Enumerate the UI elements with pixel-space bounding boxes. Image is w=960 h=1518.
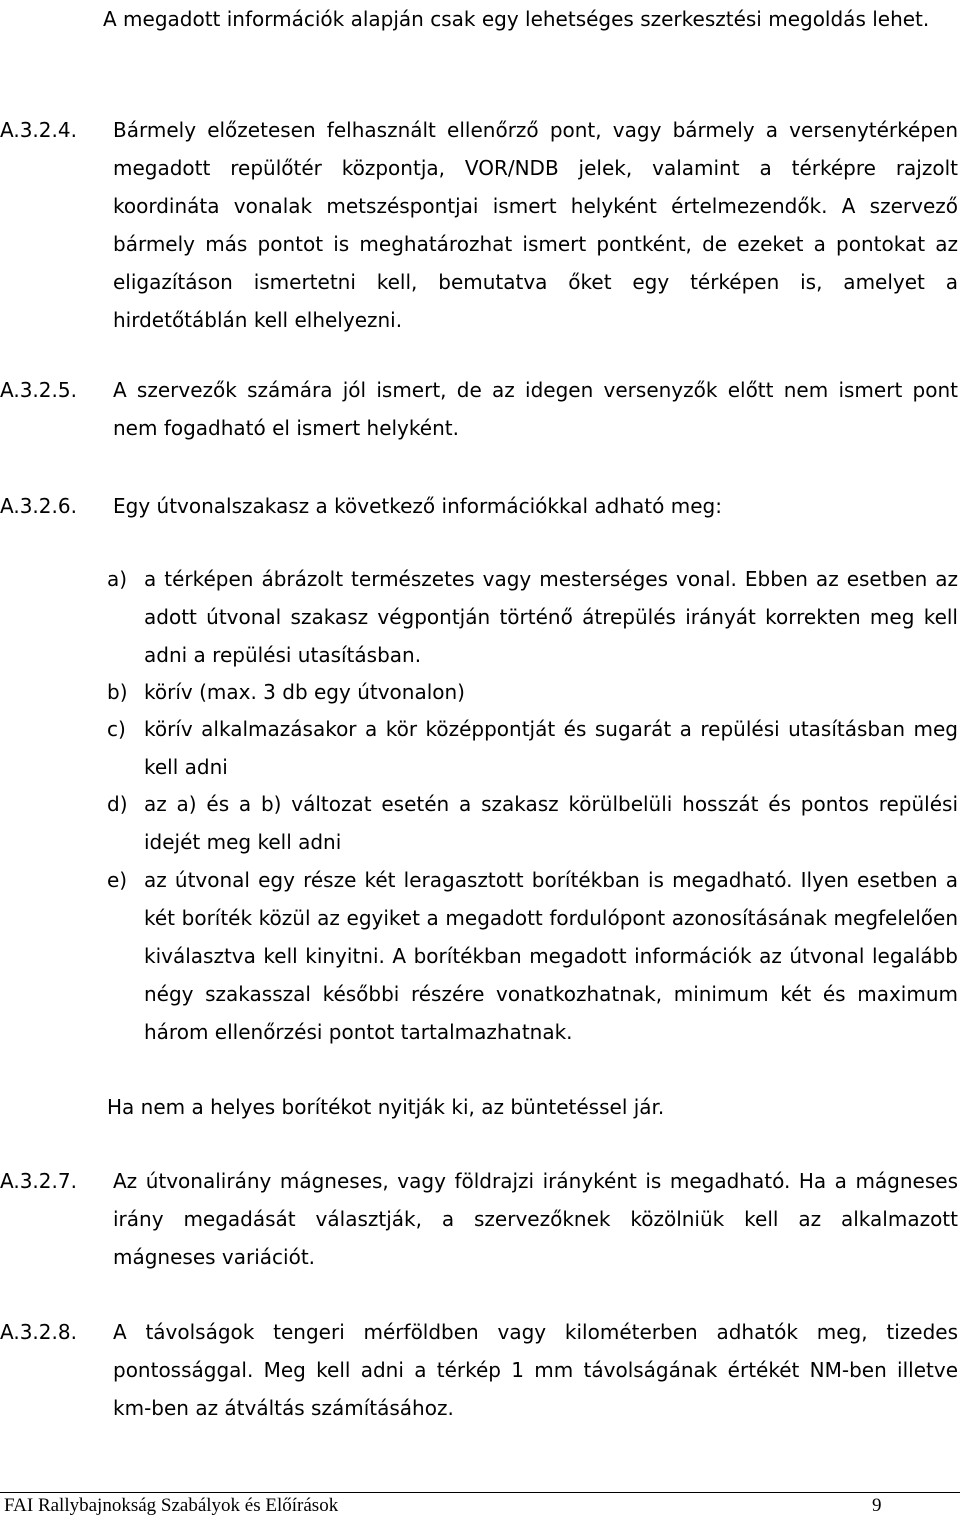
section-text: Az útvonalirány mágneses, vagy földrajzi irányként is megadható. Ha a mágneses irány megadását választják, a szervezőknek közölniük kell az alkalmazott mágneses variációt.: [113, 1169, 958, 1269]
list-item-text: az a) és a b) változat esetén a szakasz körülbelüli hosszát és pontos repülési idejét meg kell adni: [144, 792, 958, 854]
section-number: A.3.2.4.: [0, 118, 77, 142]
intro-paragraph: A megadott információk alapján csak egy lehetséges szerkesztési megoldás lehet.: [103, 7, 930, 31]
page-number: 9: [872, 1495, 882, 1516]
penalty-note: Ha nem a helyes borítékot nyitják ki, az büntetéssel jár.: [107, 1095, 665, 1119]
section-text: A szervezők számára jól ismert, de az idegen versenyzők előtt nem ismert pont nem fogadható el ismert helyként.: [113, 378, 958, 440]
list-item-text: körív alkalmazásakor a kör középpontját és sugarát a repülési utasításban meg kell adni: [144, 717, 958, 779]
list-item-label: d): [107, 792, 128, 816]
section-text: Bármely előzetesen felhasznált ellenőrző pont, vagy bármely a versenytérképen megadott repülőtér központja, VOR/NDB jelek, valamint a térképre rajzolt koordináta vonalak metszéspontjai ismert helyként értelmezendők. A szervező bármely más pontot is meghatározhat ismert pontként, de ezeket a pontokat az eligazításon ismertetni kell, bemutatva őket egy térképen is, amelyet a hirdetőtáblán kell elhelyezni.: [113, 118, 958, 332]
list-item-text: körív (max. 3 db egy útvonalon): [144, 680, 465, 704]
list-item-text: a térképen ábrázolt természetes vagy mesterséges vonal. Ebben az esetben az adott útvonal szakasz végpontján történő átrepülés irányát korrekten meg kell adni a repülési utasításban.: [144, 567, 958, 667]
footer-divider: [0, 1492, 960, 1493]
footer-title: FAI Rallybajnokság Szabályok és Előírások: [4, 1495, 339, 1516]
list-item-label: c): [107, 717, 126, 741]
section-number: A.3.2.8.: [0, 1320, 77, 1344]
list-item-label: b): [107, 680, 128, 704]
section-text: Egy útvonalszakasz a következő információkkal adható meg:: [113, 494, 722, 518]
section-number: A.3.2.5.: [0, 378, 77, 402]
list-item-label: e): [107, 868, 128, 892]
section-number: A.3.2.7.: [0, 1169, 77, 1193]
section-number: A.3.2.6.: [0, 494, 77, 518]
list-item-text: az útvonal egy része két leragasztott borítékban is megadható. Ilyen esetben a két boríték közül az egyiket a megadott fordulópont azonosításának megfelelően kiválasztva kell kinyitni. A borítékban megadott információk az útvonal legalább négy szakasszal későbbi részére vonatkozhatnak, minimum két és maximum három ellenőrzési pontot tartalmazhatnak.: [144, 868, 958, 1044]
list-item-label: a): [107, 567, 128, 591]
section-text: A távolságok tengeri mérföldben vagy kilométerben adhatók meg, tizedes pontossággal. Meg kell adni a térkép 1 mm távolságának értékét NM-ben illetve km-ben az átváltás számításához.: [113, 1320, 958, 1420]
